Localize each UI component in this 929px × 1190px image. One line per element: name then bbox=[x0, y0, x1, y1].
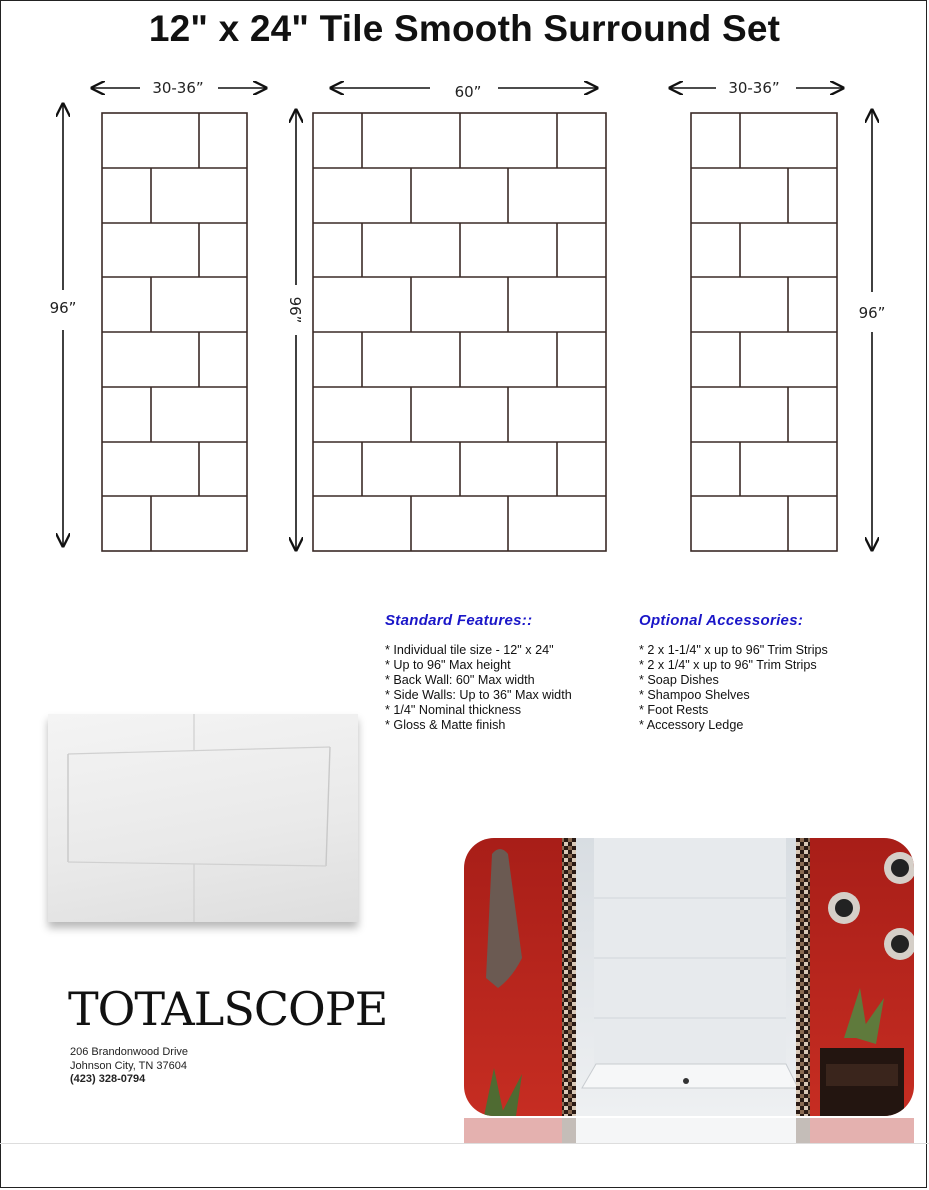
company-address bbox=[70, 1046, 188, 1087]
standard-features-heading: Standard Features:: bbox=[385, 612, 533, 629]
list-item: * Soap Dishes bbox=[639, 673, 828, 688]
back-width-dimension bbox=[331, 83, 597, 101]
list-item: * 1/4" Nominal thickness bbox=[385, 703, 572, 718]
list-item: * Foot Rests bbox=[639, 703, 828, 718]
standard-features-list bbox=[385, 643, 572, 733]
right-width-dimension bbox=[670, 79, 843, 97]
list-item: * Up to 96" Max height bbox=[385, 658, 572, 673]
shower-installation-photo bbox=[464, 838, 914, 1116]
list-item: * 2 x 1/4" x up to 96" Trim Strips bbox=[639, 658, 828, 673]
logo-wordmark: TOTALSCOPE bbox=[68, 982, 388, 1036]
list-item: * Individual tile size - 12" x 24" bbox=[385, 643, 572, 658]
phone-number: (423) 328-0794 bbox=[70, 1073, 146, 1085]
list-item: * Back Wall: 60" Max width bbox=[385, 673, 572, 688]
tile-layout-diagram bbox=[0, 60, 929, 560]
back-height-label: 96” bbox=[286, 296, 304, 324]
left-height-dimension bbox=[50, 104, 77, 546]
optional-accessories-list bbox=[639, 643, 828, 733]
back-height-dimension bbox=[286, 110, 304, 550]
left-wall-panel bbox=[102, 113, 247, 551]
left-height-label: 96” bbox=[49, 299, 77, 317]
standard-features bbox=[385, 612, 572, 733]
list-item: * Side Walls: Up to 36" Max width bbox=[385, 688, 572, 703]
bottom-divider bbox=[0, 1143, 929, 1144]
optional-accessories bbox=[639, 612, 828, 733]
back-wall-panel bbox=[313, 113, 606, 551]
right-height-label: 96” bbox=[858, 304, 886, 322]
totalscope-logo bbox=[68, 982, 387, 1036]
list-item: * Shampoo Shelves bbox=[639, 688, 828, 703]
tile-panel-photo bbox=[48, 714, 358, 922]
shower-photo-reflection bbox=[464, 1118, 914, 1144]
back-width-label: 60” bbox=[454, 83, 482, 101]
page-title: 12" x 24" Tile Smooth Surround Set bbox=[148, 8, 781, 49]
optional-accessories-heading: Optional Accessories: bbox=[639, 612, 804, 629]
list-item: * Gloss & Matte finish bbox=[385, 718, 572, 733]
left-width-label: 30-36” bbox=[152, 79, 204, 97]
right-width-label: 30-36” bbox=[728, 79, 780, 97]
left-width-dimension bbox=[92, 79, 266, 97]
address-line-2: Johnson City, TN 37604 bbox=[70, 1059, 187, 1072]
list-item: * 2 x 1-1/4" x up to 96" Trim Strips bbox=[639, 643, 828, 658]
address-line-1: 206 Brandonwood Drive bbox=[70, 1046, 189, 1058]
list-item: * Accessory Ledge bbox=[639, 718, 828, 733]
right-wall-panel bbox=[691, 113, 837, 551]
right-height-dimension bbox=[859, 110, 886, 550]
